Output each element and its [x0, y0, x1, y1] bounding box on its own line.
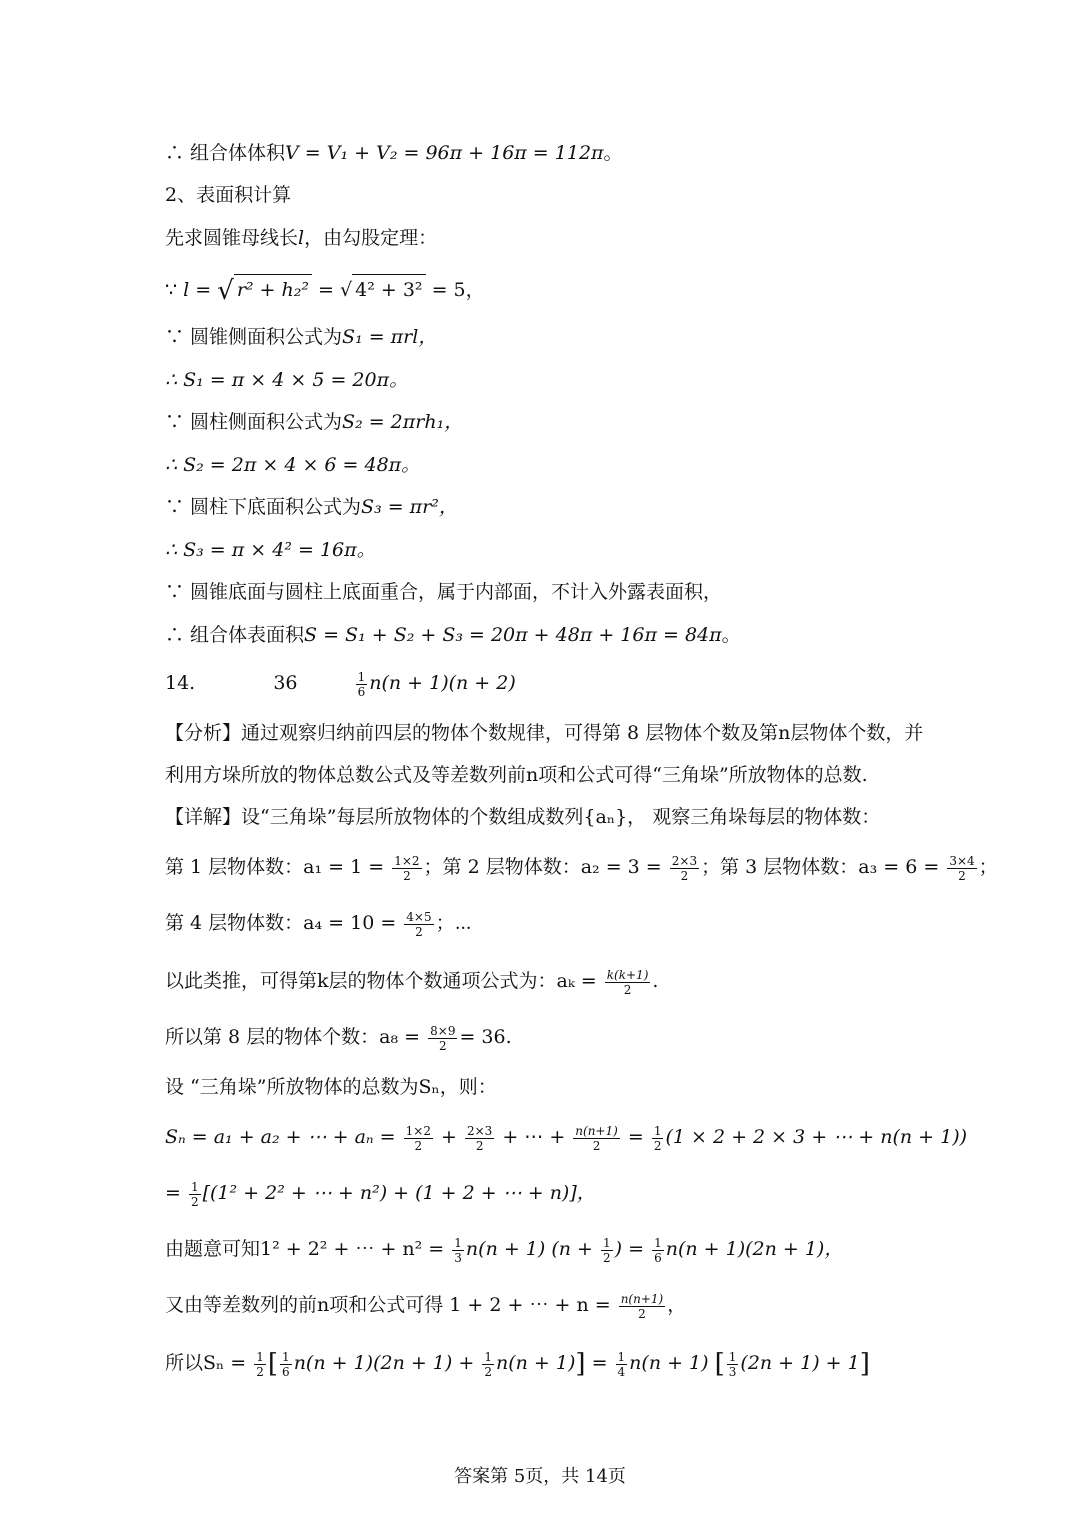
math: S₃ = πr²， — [361, 496, 458, 518]
math: n(n + 1)(2n + 1) + — [293, 1352, 475, 1374]
sqrt-sign: √ — [217, 276, 234, 306]
math: S = S₁ + S₂ + S₃ = 20π + 48π + 16π = 84π — [304, 624, 722, 646]
overlap-note: ∵ 圆锥底面与圆柱上底面重合，属于内部面，不计入外露表面积， — [165, 581, 723, 603]
text: 第 1 层物体数：a₁ = 1 = — [165, 856, 385, 878]
fraction: $\frac{1}{3}$ — [454, 1235, 462, 1265]
text: ， — [667, 1294, 687, 1316]
bracket: [ — [714, 1349, 725, 1379]
volume-conclusion — [165, 138, 623, 168]
cylinder-base-value: ∴ S₃ = π × 4² = 16π。 — [165, 539, 376, 561]
fraction: $\frac{1}{2}$ — [603, 1235, 611, 1265]
answer-1: 36 — [273, 672, 298, 694]
answer-2: n(n + 1)(n + 2) — [369, 672, 516, 694]
fraction: $\frac{1}{2}$ — [653, 1123, 662, 1153]
fraction: $\frac{1}{2}$ — [256, 1349, 264, 1379]
math: 4² + 3² — [352, 274, 425, 305]
analysis-line-2: 利用方垛所放的物体总数公式及等差数列前n项和公式可得“三角垛”所放物体的总数. — [165, 764, 868, 786]
final-sum — [165, 1348, 870, 1379]
bracket: ] — [859, 1349, 870, 1379]
math: (1 × 2 + 2 × 3 + ⋯ + n(n + 1)) — [665, 1126, 968, 1148]
eighth-layer — [165, 1022, 512, 1053]
layer-4 — [165, 908, 472, 939]
detail-line-1: 【详解】设“三角垛”每层所放物体的个数组成数列{aₙ}， 观察三角垛每层的物体数： — [165, 806, 881, 828]
text: ；第 2 层物体数：a₂ = 3 = — [423, 856, 662, 878]
text: 以此类推，可得第k层的物体个数通项公式为：aₖ = — [165, 970, 597, 992]
math: [(1² + 2² + ⋯ + n²) + (1 + 2 + ⋯ + n)]， — [202, 1182, 596, 1204]
text: ； — [978, 856, 998, 878]
text: 又由等差数列的前n项和公式可得 1 + 2 + ⋯ + n = — [165, 1294, 611, 1316]
math: (2n + 1) + 1 — [740, 1352, 860, 1374]
fraction: $\frac{1}{2}$ — [484, 1349, 492, 1379]
arith-sum — [165, 1290, 686, 1321]
text: ∵ 圆柱下底面积公式为 — [165, 496, 362, 518]
math: ) = — [614, 1238, 645, 1260]
fraction: $\frac{1}{6}$ — [357, 669, 366, 699]
text: . — [652, 970, 659, 992]
fraction: $\frac{n(n+1)}{2}$ — [620, 1291, 664, 1321]
math: n(n + 1) — [465, 1238, 546, 1260]
surface-area-conclusion — [165, 620, 741, 650]
analysis-line-1: 【分析】通过观察归纳前四层的物体个数规律，可得第 8 层物体个数及第n层物体个数，并 — [165, 722, 924, 744]
fraction: $\frac{k(k+1)}{2}$ — [606, 967, 649, 997]
fraction: $\frac{1}{6}$ — [282, 1349, 290, 1379]
cylinder-lateral-formula — [165, 407, 463, 437]
fraction: $\frac{1\times 2}{2}$ — [394, 853, 420, 883]
math: S₁ = πrl， — [342, 326, 438, 348]
page-footer: 答案第 5页，共 14页 — [454, 1466, 626, 1487]
fraction: $\frac{1}{3}$ — [728, 1349, 737, 1379]
question-14-answers — [165, 668, 516, 699]
section-heading-surface-area: 2、表面积计算 — [165, 184, 292, 206]
text: 所以Sₙ = — [165, 1352, 247, 1374]
math: n(n + 1)(2n + 1)， — [665, 1238, 844, 1260]
sqrt-sign: √ — [340, 279, 353, 301]
text: ∴ 组合体表面积 — [165, 624, 305, 646]
slant-height-intro — [165, 223, 437, 253]
text: 第 4 层物体数：a₄ = 10 = — [165, 912, 397, 934]
text: ∴ 组合体体积 — [165, 142, 286, 164]
math: l — [298, 227, 305, 249]
known-sum-squares — [165, 1234, 843, 1265]
general-term — [165, 966, 658, 997]
text: ∵ 圆锥侧面积公式为 — [165, 326, 343, 348]
math: Sₙ = a₁ + a₂ + ⋯ + aₙ = — [165, 1126, 396, 1148]
fraction: $\frac{2\times 3}{2}$ — [466, 1123, 493, 1153]
cone-lateral-value: ∴ S₁ = π × 4 × 5 = 20π。 — [165, 369, 409, 391]
text: ；⋯ — [435, 912, 472, 934]
layers-1-3 — [165, 852, 998, 883]
math: S₂ = 2πrh₁， — [342, 411, 464, 433]
text: 。 — [721, 624, 741, 646]
fraction: $\frac{1\times 2}{2}$ — [405, 1123, 431, 1153]
cylinder-lateral-value: ∴ S₂ = 2π × 4 × 6 = 48π。 — [165, 454, 421, 476]
fraction: $\frac{1}{4}$ — [617, 1349, 626, 1379]
text: 。 — [603, 142, 623, 164]
math: V = V₁ + V₂ = 96π + 16π = 112π — [285, 142, 604, 164]
text: = — [591, 1352, 608, 1374]
math: = 5， — [431, 279, 485, 301]
text: ∵ 圆柱侧面积公式为 — [165, 411, 343, 433]
text: = 36. — [459, 1026, 512, 1048]
text: ；第 3 层物体数：a₃ = 6 = — [701, 856, 940, 878]
fraction: $\frac{1}{6}$ — [654, 1235, 662, 1265]
fraction: $\frac{4\times 5}{2}$ — [406, 909, 432, 939]
text: 由题意可知1² + 2² + ⋯ + n² = — [165, 1238, 445, 1260]
text: ∵ — [165, 279, 178, 301]
cylinder-base-formula — [165, 492, 458, 522]
sum-line-1: Sₙ = a₁ + a₂ + ⋯ + aₙ = $\frac{1\times 2}{2}$ + $\frac{2\times 3}{2}$ + ⋯ + $\frac{n(n+1)}{2}$ = $\frac{1}{2}$ (1 × 2 + 2 × 3 + ⋯ + n(n + 1)) — [165, 1123, 968, 1153]
sum-intro: 设 “三角垛”所放物体的总数为Sₙ，则： — [165, 1076, 497, 1098]
math: r² + h₂² — [234, 274, 312, 305]
fraction: $\frac{2\times 3}{2}$ — [671, 853, 698, 883]
fraction: $\frac{1}{2}$ — [190, 1179, 199, 1209]
fraction: $\frac{3\times 4}{2}$ — [949, 853, 975, 883]
cone-lateral-formula — [165, 322, 437, 352]
math: (n + — [551, 1238, 593, 1260]
bracket: [ — [267, 1349, 279, 1379]
math: = — [318, 279, 334, 301]
text: ，由勾股定理： — [304, 227, 438, 249]
math: n(n + 1) — [495, 1352, 576, 1374]
question-number: 14. — [165, 672, 196, 694]
slant-height-formula — [165, 274, 485, 306]
text: 先求圆锥母线长 — [165, 227, 299, 249]
text: 所以第 8 层的物体个数：a₈ = — [165, 1026, 421, 1048]
math: l = — [183, 279, 212, 301]
sum-line-2 — [165, 1178, 596, 1209]
fraction: $\frac{n(n+1)}{2}$ — [575, 1123, 618, 1153]
math: n(n + 1) — [629, 1352, 709, 1374]
bracket: ] — [575, 1349, 586, 1379]
text: = — [165, 1182, 181, 1204]
fraction: $\frac{8\times 9}{2}$ — [430, 1023, 456, 1053]
